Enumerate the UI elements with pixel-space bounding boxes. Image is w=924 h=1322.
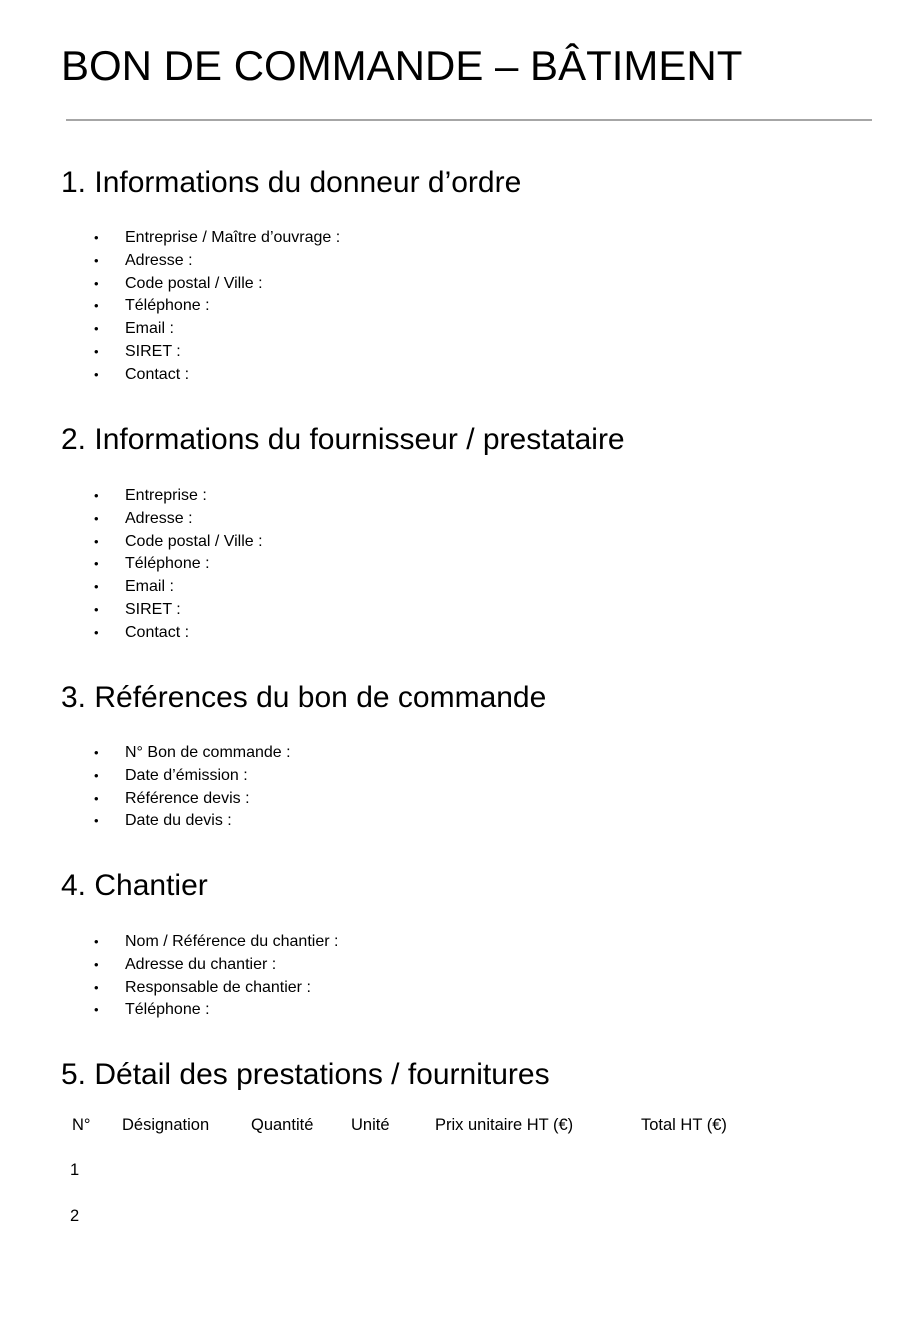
field-label: Nom / Référence du chantier : xyxy=(125,933,339,950)
field-label: Email : xyxy=(125,320,174,338)
bullet-icon: • xyxy=(94,767,99,783)
bullet-icon: • xyxy=(94,601,99,617)
field-label: Téléphone : xyxy=(125,1001,210,1019)
bullet-icon: • xyxy=(94,624,99,640)
bullet-icon: • xyxy=(94,956,99,972)
field-label: Responsable de chantier : xyxy=(125,978,311,996)
table-header-unite: Unité xyxy=(351,1116,390,1134)
bullet-icon: • xyxy=(94,321,99,337)
field-label: Référence devis : xyxy=(125,789,250,807)
title-divider xyxy=(66,119,872,121)
field-label: N° Bon de commande : xyxy=(125,744,291,761)
section-heading-donneur-ordre: 1. Informations du donneur d’ordre xyxy=(61,166,522,199)
field-label: Téléphone : xyxy=(125,297,210,315)
section-heading-detail-prestations: 5. Détail des prestations / fournitures xyxy=(61,1058,550,1091)
bullet-icon: • xyxy=(94,1002,99,1018)
field-label: Téléphone : xyxy=(125,555,210,573)
bullet-icon: • xyxy=(94,252,99,268)
field-label: SIRET : xyxy=(125,600,181,618)
bullet-icon: • xyxy=(94,533,99,549)
bullet-icon: • xyxy=(94,366,99,382)
section-heading-chantier: 4. Chantier xyxy=(61,869,208,902)
field-label: Contact : xyxy=(125,623,190,641)
bullet-icon: • xyxy=(94,275,99,291)
field-label: Date d’émission : xyxy=(125,766,248,784)
prestations-table xyxy=(0,1112,924,1242)
document-title: BON DE COMMANDE – BÂTIMENT xyxy=(61,42,743,89)
bullet-icon: • xyxy=(94,343,99,359)
field-label: SIRET : xyxy=(125,342,181,360)
bullet-icon: • xyxy=(94,298,99,314)
bullet-icon: • xyxy=(94,556,99,572)
bullet-icon: • xyxy=(94,790,99,806)
field-label: Email : xyxy=(125,578,174,596)
field-label: Entreprise / Maître d’ouvrage : xyxy=(125,229,341,246)
bullet-icon: • xyxy=(94,579,99,595)
field-label: Adresse : xyxy=(125,251,193,269)
bullet-icon: • xyxy=(94,510,99,526)
bullet-icon: • xyxy=(94,979,99,995)
table-header-prix-unitaire: Prix unitaire HT (€) xyxy=(435,1116,574,1134)
bullet-icon: • xyxy=(94,934,99,949)
field-label: Adresse : xyxy=(125,509,193,527)
field-label: Code postal / Ville : xyxy=(125,274,263,292)
bullet-icon: • xyxy=(94,230,99,245)
table-row-number: 1 xyxy=(70,1161,80,1179)
table-header-quantite: Quantité xyxy=(251,1116,314,1134)
section-heading-references: 3. Références du bon de commande xyxy=(61,681,547,714)
section-heading-fournisseur: 2. Informations du fournisseur / prestataire xyxy=(61,423,625,456)
field-label: Entreprise : xyxy=(125,487,207,504)
bullet-icon: • xyxy=(94,488,99,503)
table-row-number: 2 xyxy=(70,1207,80,1225)
table-header-num: N° xyxy=(72,1116,91,1134)
field-label: Date du devis : xyxy=(125,812,232,830)
field-label: Contact : xyxy=(125,365,190,383)
bullet-icon: • xyxy=(94,745,99,760)
bullet-icon: • xyxy=(94,813,99,829)
table-header-designation: Désignation xyxy=(122,1116,210,1134)
field-label: Code postal / Ville : xyxy=(125,532,263,550)
table-header-total: Total HT (€) xyxy=(641,1116,727,1134)
field-label: Adresse du chantier : xyxy=(125,955,277,973)
